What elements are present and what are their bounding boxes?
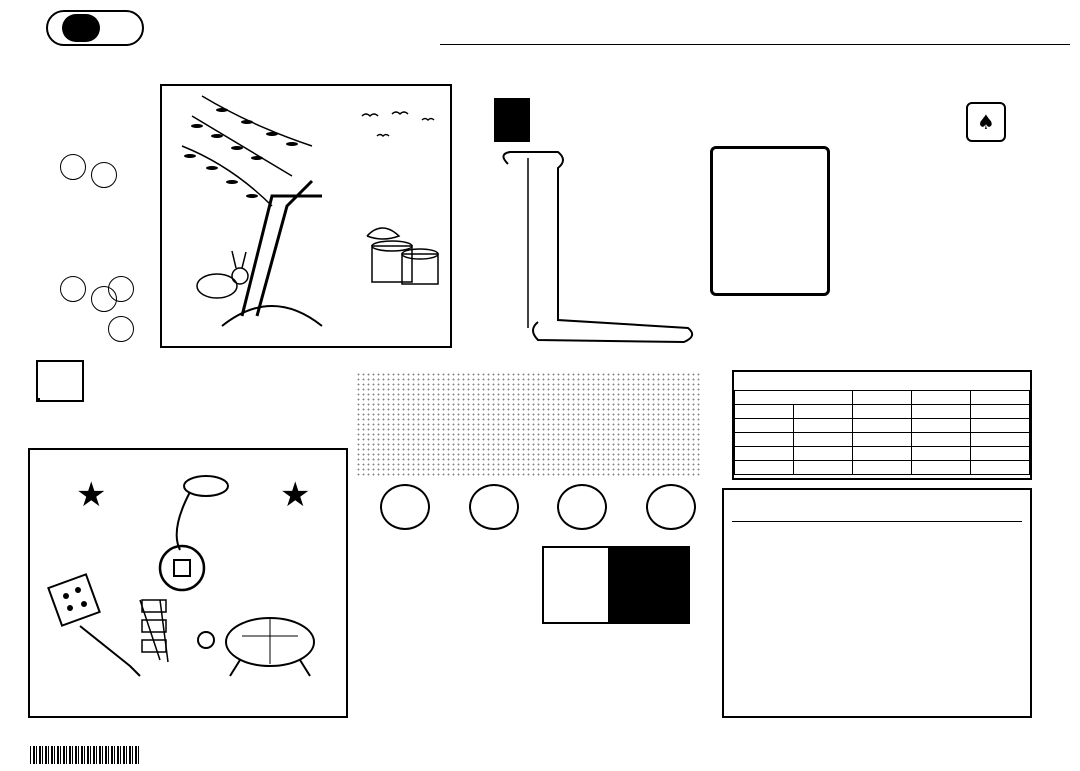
table-row (735, 461, 1030, 475)
hot (853, 461, 912, 475)
watermark-bottom-row (0, 726, 1080, 744)
door (735, 419, 794, 433)
door-range (794, 433, 853, 447)
poem-scroll (498, 150, 698, 344)
table-row (735, 433, 1030, 447)
door-range (794, 461, 853, 475)
stats-title (734, 372, 1030, 390)
color-picks (56, 92, 146, 342)
watermark-left-column (2, 70, 20, 725)
stats-header (912, 391, 971, 405)
door-range (794, 405, 853, 419)
badge-left-char (62, 14, 100, 42)
coin-turtle-dice-illustration (30, 450, 346, 716)
draw-results (722, 488, 1032, 718)
treasure-picture (160, 84, 452, 348)
watermark-right-column (1058, 70, 1076, 725)
special-label (608, 548, 688, 622)
door-range (794, 419, 853, 433)
header-rule (440, 44, 1070, 45)
stats-header (735, 391, 853, 405)
red-number (108, 276, 134, 302)
table-row (735, 405, 1030, 419)
hot (853, 405, 912, 419)
door (735, 461, 794, 475)
green-numbers (60, 154, 117, 192)
offer (971, 447, 1030, 461)
barcode (30, 746, 140, 764)
cold (912, 433, 971, 447)
door (735, 433, 794, 447)
offer (971, 461, 1030, 475)
blue-number (60, 276, 86, 302)
treasure-map-icon (494, 98, 530, 142)
stats-header-row (735, 391, 1030, 405)
special-pick-box (542, 546, 690, 624)
stats-header (853, 391, 912, 405)
table-row (735, 447, 1030, 461)
willow-rabbit-illustration (162, 86, 450, 346)
brand-logo (704, 96, 1044, 306)
cold (912, 461, 971, 475)
table-row (735, 419, 1030, 433)
stats-grid (734, 390, 1030, 475)
green-number (60, 154, 86, 180)
header-badge (46, 10, 144, 46)
hot (853, 419, 912, 433)
pick-number (469, 484, 519, 530)
puzzle-icon-label (38, 398, 40, 400)
offer (971, 433, 1030, 447)
hot (853, 433, 912, 447)
door-stats-table (732, 370, 1032, 480)
playing-card-icon: ♠ (966, 102, 1006, 142)
results-title (732, 494, 1022, 522)
pick-number (380, 484, 430, 530)
svg-text:★: ★ (280, 475, 311, 515)
stats-header (971, 391, 1030, 405)
hot (853, 447, 912, 461)
watermark-top-row (0, 50, 1080, 68)
red-number (108, 316, 134, 342)
puzzle-picture (28, 448, 348, 718)
special-number (544, 548, 608, 622)
logo-card-frame (710, 146, 830, 296)
pick-number (557, 484, 607, 530)
green-number (91, 162, 117, 188)
pick-number (646, 484, 696, 530)
door (735, 405, 794, 419)
cold (912, 405, 971, 419)
svg-text:★: ★ (76, 475, 107, 515)
door-range (794, 447, 853, 461)
red-numbers (108, 276, 146, 346)
offer (971, 405, 1030, 419)
door (735, 447, 794, 461)
pick-numbers (380, 484, 696, 532)
puzzle-icon (36, 360, 84, 402)
cold (912, 419, 971, 433)
offer (971, 419, 1030, 433)
cold (912, 447, 971, 461)
inside-story-banner (356, 372, 700, 476)
